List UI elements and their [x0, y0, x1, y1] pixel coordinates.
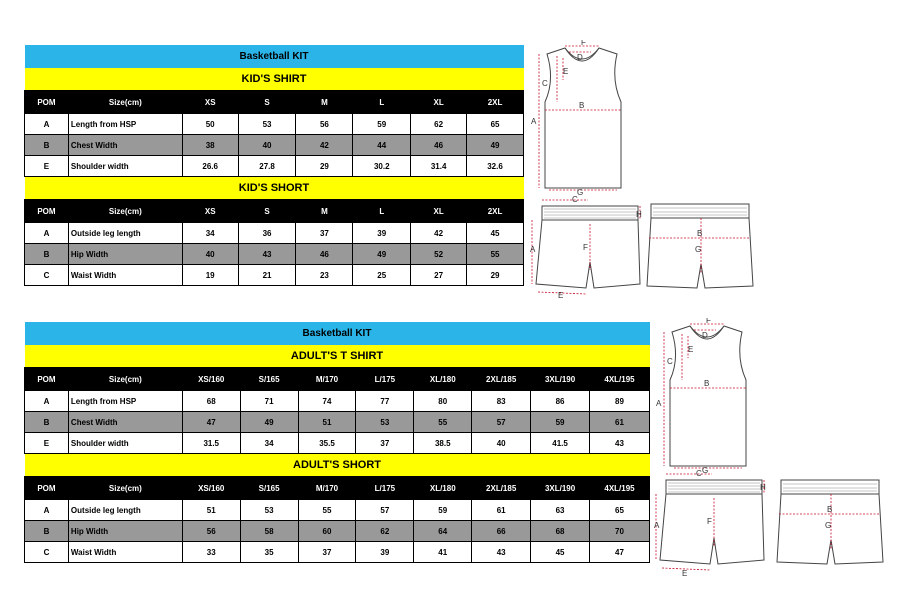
value-cell: 49 [353, 244, 411, 265]
header-cell: L [353, 91, 411, 114]
value-cell: 59 [531, 412, 590, 433]
kids-short-title: KID'S SHORT [25, 177, 524, 200]
diagram-letter: C [572, 195, 578, 204]
value-cell: 68 [531, 521, 590, 542]
header-cell: 2XL [467, 200, 524, 223]
diagram-letter: B [579, 101, 585, 110]
diagram-letter: D [702, 331, 708, 340]
kids-shirt-title: KID'S SHIRT [25, 68, 524, 91]
value-cell: 71 [240, 391, 298, 412]
header-cell: XL [411, 200, 467, 223]
value-cell: 39 [356, 542, 414, 563]
measure-label: Length from HSP [68, 114, 182, 135]
kids-size-table [24, 45, 524, 286]
header-cell: POM [25, 368, 69, 391]
diagram-letter: D [577, 53, 583, 62]
header-cell: 2XL/185 [472, 477, 531, 500]
kids-banner: Basketball KIT [25, 45, 524, 68]
value-cell: 65 [467, 114, 524, 135]
diagram-letter: E [563, 67, 569, 76]
value-cell: 38 [182, 135, 238, 156]
diagram-letter: E [558, 291, 564, 300]
diagram-letter: B [704, 379, 710, 388]
value-cell: 62 [411, 114, 467, 135]
value-cell: 23 [296, 265, 353, 286]
value-cell: 27.8 [238, 156, 296, 177]
table-row [25, 500, 650, 521]
header-cell: S [238, 91, 296, 114]
value-cell: 39 [353, 223, 411, 244]
value-cell: 40 [472, 433, 531, 454]
header-cell: L/175 [356, 368, 414, 391]
diagram-letter: A [656, 399, 662, 408]
table-row [25, 521, 650, 542]
adults-shirt-title: ADULT'S T SHIRT [25, 345, 650, 368]
table-row [25, 114, 524, 135]
header-cell: XL/180 [414, 368, 472, 391]
value-cell: 62 [356, 521, 414, 542]
diagram-letter: F [706, 318, 711, 325]
value-cell: 80 [414, 391, 472, 412]
measure-label: Shoulder width [68, 433, 182, 454]
adults-shorts-back-diagram [775, 476, 887, 570]
pom-cell: E [25, 433, 69, 454]
header-cell: S/165 [240, 368, 298, 391]
header-cell: 4XL/195 [590, 477, 650, 500]
table-row [25, 412, 650, 433]
header-cell: XS [182, 200, 238, 223]
pom-cell: B [25, 521, 69, 542]
header-cell: S [238, 200, 296, 223]
header-cell: POM [25, 91, 69, 114]
header-cell: XS/160 [182, 368, 240, 391]
header-cell: Size(cm) [68, 200, 182, 223]
value-cell: 37 [356, 433, 414, 454]
value-cell: 49 [467, 135, 524, 156]
value-cell: 55 [467, 244, 524, 265]
diagram-letter: G [825, 521, 832, 530]
header-cell: 3XL/190 [531, 368, 590, 391]
value-cell: 55 [414, 412, 472, 433]
kids-shirt-header-row [25, 91, 524, 114]
table-row [25, 391, 650, 412]
value-cell: 30.2 [353, 156, 411, 177]
header-cell: XS [182, 91, 238, 114]
measure-label: Shoulder width [68, 156, 182, 177]
value-cell: 37 [298, 542, 356, 563]
value-cell: 40 [238, 135, 296, 156]
value-cell: 35 [240, 542, 298, 563]
value-cell: 70 [590, 521, 650, 542]
value-cell: 56 [182, 521, 240, 542]
value-cell: 61 [590, 412, 650, 433]
diagram-letter: G [702, 466, 709, 473]
measure-label: Chest Width [68, 135, 182, 156]
value-cell: 31.5 [182, 433, 240, 454]
pom-cell: A [25, 500, 69, 521]
value-cell: 83 [472, 391, 531, 412]
value-cell: 31.4 [411, 156, 467, 177]
header-cell: XL/180 [414, 477, 472, 500]
header-cell: POM [25, 200, 69, 223]
value-cell: 55 [298, 500, 356, 521]
value-cell: 27 [411, 265, 467, 286]
value-cell: 19 [182, 265, 238, 286]
value-cell: 77 [356, 391, 414, 412]
table-row [25, 244, 524, 265]
adults-size-table [24, 322, 650, 563]
diagram-letter: H [760, 483, 766, 492]
header-cell: XL [411, 91, 467, 114]
value-cell: 42 [411, 223, 467, 244]
value-cell: 57 [356, 500, 414, 521]
measure-label: Hip Width [68, 244, 182, 265]
kids-short-header-row [25, 200, 524, 223]
header-cell: Size(cm) [68, 477, 182, 500]
pom-cell: C [25, 265, 69, 286]
value-cell: 25 [353, 265, 411, 286]
value-cell: 57 [472, 412, 531, 433]
header-cell: Size(cm) [68, 368, 182, 391]
value-cell: 46 [296, 244, 353, 265]
header-cell: M [296, 200, 353, 223]
diagram-letter: F [583, 243, 588, 252]
value-cell: 59 [353, 114, 411, 135]
pom-cell: A [25, 391, 69, 412]
adults-short-title: ADULT'S SHORT [25, 454, 650, 477]
header-cell: L/175 [356, 477, 414, 500]
measure-label: Outside leg length [68, 500, 182, 521]
value-cell: 40 [182, 244, 238, 265]
diagram-letter: A [530, 245, 536, 254]
value-cell: 29 [296, 156, 353, 177]
value-cell: 29 [467, 265, 524, 286]
pom-cell: A [25, 223, 69, 244]
header-cell: S/165 [240, 477, 298, 500]
value-cell: 47 [590, 542, 650, 563]
value-cell: 43 [590, 433, 650, 454]
value-cell: 43 [472, 542, 531, 563]
measure-label: Chest Width [68, 412, 182, 433]
adults-banner: Basketball KIT [25, 322, 650, 345]
diagram-letter: E [688, 345, 694, 354]
value-cell: 53 [356, 412, 414, 433]
diagram-letter: A [531, 117, 537, 126]
value-cell: 45 [531, 542, 590, 563]
adults-shorts-front-diagram [652, 468, 772, 578]
adults-shirt-header-row [25, 368, 650, 391]
measure-label: Hip Width [68, 521, 182, 542]
value-cell: 59 [414, 500, 472, 521]
table-row [25, 542, 650, 563]
kids-shorts-front-diagram [528, 192, 648, 300]
value-cell: 50 [182, 114, 238, 135]
value-cell: 37 [296, 223, 353, 244]
diagram-letter: C [542, 79, 548, 88]
table-row [25, 223, 524, 244]
value-cell: 49 [240, 412, 298, 433]
diagram-letter: F [581, 40, 586, 47]
header-cell: XS/160 [182, 477, 240, 500]
value-cell: 63 [531, 500, 590, 521]
pom-cell: E [25, 156, 69, 177]
value-cell: 66 [472, 521, 531, 542]
header-cell: L [353, 200, 411, 223]
pom-cell: C [25, 542, 69, 563]
value-cell: 89 [590, 391, 650, 412]
value-cell: 64 [414, 521, 472, 542]
value-cell: 33 [182, 542, 240, 563]
measure-label: Waist Width [68, 542, 182, 563]
kids-shorts-back-diagram [645, 200, 757, 292]
value-cell: 61 [472, 500, 531, 521]
diagram-letter: C [667, 357, 673, 366]
measure-label: Length from HSP [68, 391, 182, 412]
table-row [25, 156, 524, 177]
table-row [25, 135, 524, 156]
value-cell: 44 [353, 135, 411, 156]
value-cell: 34 [182, 223, 238, 244]
value-cell: 38.5 [414, 433, 472, 454]
pom-cell: B [25, 244, 69, 265]
value-cell: 43 [238, 244, 296, 265]
value-cell: 60 [298, 521, 356, 542]
value-cell: 58 [240, 521, 298, 542]
header-cell: 4XL/195 [590, 368, 650, 391]
header-cell: 2XL [467, 91, 524, 114]
value-cell: 51 [182, 500, 240, 521]
measure-label: Waist Width [68, 265, 182, 286]
pom-cell: B [25, 135, 69, 156]
value-cell: 74 [298, 391, 356, 412]
header-cell: M/170 [298, 477, 356, 500]
table-row [25, 265, 524, 286]
header-cell: Size(cm) [68, 91, 182, 114]
value-cell: 41 [414, 542, 472, 563]
value-cell: 21 [238, 265, 296, 286]
value-cell: 32.6 [467, 156, 524, 177]
value-cell: 45 [467, 223, 524, 244]
adults-short-header-row [25, 477, 650, 500]
diagram-letter: C [696, 469, 702, 478]
header-cell: 3XL/190 [531, 477, 590, 500]
value-cell: 41.5 [531, 433, 590, 454]
diagram-letter: B [697, 229, 703, 238]
value-cell: 52 [411, 244, 467, 265]
diagram-letter: G [577, 188, 584, 195]
value-cell: 53 [238, 114, 296, 135]
value-cell: 56 [296, 114, 353, 135]
header-cell: M/170 [298, 368, 356, 391]
value-cell: 68 [182, 391, 240, 412]
diagram-letter: F [707, 517, 712, 526]
adults-tank-top-diagram [650, 318, 770, 473]
measure-label: Outside leg length [68, 223, 182, 244]
value-cell: 26.6 [182, 156, 238, 177]
value-cell: 86 [531, 391, 590, 412]
value-cell: 35.5 [298, 433, 356, 454]
kids-tank-top-diagram [525, 40, 645, 195]
pom-cell: B [25, 412, 69, 433]
value-cell: 42 [296, 135, 353, 156]
value-cell: 34 [240, 433, 298, 454]
diagram-letter: G [695, 245, 702, 254]
value-cell: 51 [298, 412, 356, 433]
table-row [25, 433, 650, 454]
diagram-letter: E [682, 569, 688, 578]
pom-cell: A [25, 114, 69, 135]
value-cell: 46 [411, 135, 467, 156]
diagram-letter: H [636, 210, 642, 219]
header-cell: 2XL/185 [472, 368, 531, 391]
diagram-letter: A [654, 521, 660, 530]
header-cell: POM [25, 477, 69, 500]
value-cell: 53 [240, 500, 298, 521]
value-cell: 36 [238, 223, 296, 244]
header-cell: M [296, 91, 353, 114]
value-cell: 65 [590, 500, 650, 521]
value-cell: 47 [182, 412, 240, 433]
diagram-letter: B [827, 505, 833, 514]
